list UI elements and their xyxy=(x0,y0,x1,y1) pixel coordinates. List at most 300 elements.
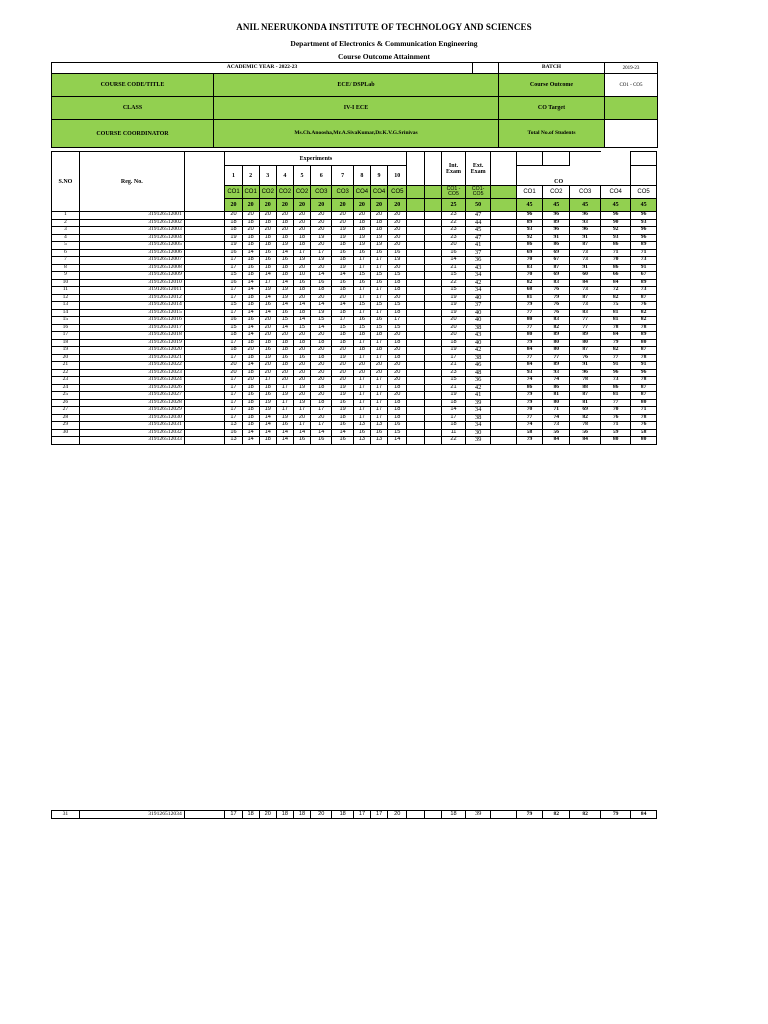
co-attainment: 77 xyxy=(601,354,631,362)
regno-cell: 319126512021 xyxy=(79,354,184,362)
co-attainment: 80 xyxy=(516,317,543,325)
experiment-mark: 19 xyxy=(388,257,407,265)
co-attainment: 93 xyxy=(570,219,601,227)
experiment-mark: 20 xyxy=(311,227,332,235)
experiment-number: 1 xyxy=(225,166,242,186)
regno-cell: 319126512018 xyxy=(79,332,184,340)
table-row xyxy=(52,212,657,220)
int-max: 25 xyxy=(441,199,466,212)
co-attainment: 81 xyxy=(570,399,601,407)
co-attainment: 82 xyxy=(601,294,631,302)
ext-exam-mark: 34 xyxy=(466,422,491,430)
co-attainment: 74 xyxy=(543,414,570,422)
regno-cell: 319126512028 xyxy=(79,399,184,407)
experiment-mark: 17 xyxy=(370,414,387,422)
class-value: IV-I ECE xyxy=(214,97,499,120)
co-attainment: 82 xyxy=(601,347,631,355)
experiment-mark: 18 xyxy=(388,287,407,295)
experiment-mark: 17 xyxy=(371,811,388,819)
experiment-mark: 18 xyxy=(259,264,276,272)
experiment-mark: 15 xyxy=(225,324,242,332)
experiment-mark: 16 xyxy=(276,309,293,317)
table-row xyxy=(52,377,657,385)
experiment-mark: 16 xyxy=(353,249,370,257)
regno-cell: 319126512027 xyxy=(79,392,184,400)
experiment-mark: 14 xyxy=(259,422,276,430)
experiment-mark: 16 xyxy=(225,317,242,325)
co-attainment: 80 xyxy=(516,332,543,340)
experiment-mark: 17 xyxy=(370,399,387,407)
experiment-mark: 20 xyxy=(259,227,276,235)
co-attainment: 77 xyxy=(601,399,631,407)
co-attainment: 56 xyxy=(543,429,570,437)
experiment-mark: 20 xyxy=(311,414,332,422)
co-attainment: 96 xyxy=(631,234,657,242)
experiment-mark: 18 xyxy=(242,414,259,422)
sno-cell: 29 xyxy=(52,422,80,430)
experiment-mark: 15 xyxy=(370,324,387,332)
co-attainment: 96 xyxy=(570,212,601,220)
int-exam-mark: 22 xyxy=(441,279,466,287)
co-attainment: 78 xyxy=(570,377,601,385)
co-attainment: 86 xyxy=(601,384,631,392)
co-attainment: 87 xyxy=(631,294,657,302)
experiment-mark: 14 xyxy=(332,302,353,310)
co-attainment: 96 xyxy=(631,369,657,377)
table-row xyxy=(52,249,657,257)
experiment-mark: 20 xyxy=(311,362,332,370)
experiment-mark: 20 xyxy=(388,227,407,235)
ext-exam-mark: 40 xyxy=(466,317,491,325)
experiment-mark: 17 xyxy=(353,392,370,400)
experiment-mark: 20 xyxy=(311,264,332,272)
int-exam-mark: 21 xyxy=(441,362,466,370)
experiment-mark: 19 xyxy=(332,392,353,400)
sno-cell: 16 xyxy=(52,324,80,332)
experiment-mark: 17 xyxy=(370,392,387,400)
experiment-mark: 20 xyxy=(293,212,310,220)
experiment-mark: 20 xyxy=(293,227,310,235)
experiment-mark: 16 xyxy=(293,437,310,445)
experiment-max: 20 xyxy=(293,199,310,212)
ext-exam-mark: 37 xyxy=(466,302,491,310)
total-students-value xyxy=(605,120,658,148)
table-row xyxy=(52,414,657,422)
experiment-mark: 18 xyxy=(293,811,310,819)
sno-header: S.NO xyxy=(52,152,80,212)
experiment-mark: 16 xyxy=(242,317,259,325)
co-attainment: 87 xyxy=(631,392,657,400)
experiment-mark: 20 xyxy=(293,219,310,227)
experiment-mark: 16 xyxy=(259,302,276,310)
co-attainment: 96 xyxy=(631,212,657,220)
co-attainment: 79 xyxy=(543,294,570,302)
experiment-mark: 20 xyxy=(293,414,310,422)
sno-cell: 6 xyxy=(52,249,80,257)
experiment-co: CO2 xyxy=(259,186,276,199)
table-row xyxy=(52,324,657,332)
experiment-mark: 18 xyxy=(332,242,353,250)
experiment-mark: 20 xyxy=(276,377,293,385)
int-exam-mark: 23 xyxy=(441,227,466,235)
experiment-mark: 18 xyxy=(293,287,310,295)
co-attainment: 78 xyxy=(601,324,631,332)
ext-exam-mark: 39 xyxy=(466,437,491,445)
batch-label: BATCH xyxy=(499,63,605,74)
table-row xyxy=(52,399,657,407)
table-row xyxy=(52,234,657,242)
co-attainment: 89 xyxy=(516,219,543,227)
experiment-mark: 17 xyxy=(353,384,370,392)
co-attainment: 70 xyxy=(516,257,543,265)
experiment-mark: 16 xyxy=(259,347,276,355)
sno-cell: 18 xyxy=(52,339,80,347)
co-attainment: 86 xyxy=(601,264,631,272)
experiment-max: 20 xyxy=(242,199,259,212)
co-attainment: 79 xyxy=(516,399,543,407)
experiment-mark: 20 xyxy=(311,219,332,227)
experiment-mark: 18 xyxy=(259,234,276,242)
ext-exam-header: Ext. Exam xyxy=(466,152,491,186)
sno-cell: 19 xyxy=(52,347,80,355)
class-label: CLASS xyxy=(52,97,214,120)
co-attainment: 84 xyxy=(601,279,631,287)
experiment-mark: 20 xyxy=(388,219,407,227)
experiment-mark: 15 xyxy=(225,302,242,310)
experiment-mark: 16 xyxy=(353,317,370,325)
experiment-mark: 20 xyxy=(332,377,353,385)
co-attainment: 69 xyxy=(516,249,543,257)
co-attainment: 93 xyxy=(516,227,543,235)
experiment-mark: 15 xyxy=(332,324,353,332)
int-exam-mark: 19 xyxy=(441,347,466,355)
co-attainment: 89 xyxy=(543,332,570,340)
experiment-mark: 20 xyxy=(311,377,332,385)
experiment-mark: 19 xyxy=(276,294,293,302)
experiment-mark: 20 xyxy=(388,377,407,385)
experiment-mark: 15 xyxy=(388,324,407,332)
int-exam-mark: 20 xyxy=(441,332,466,340)
co-attainment: 84 xyxy=(601,332,631,340)
experiment-mark: 20 xyxy=(311,811,332,819)
experiment-mark: 20 xyxy=(388,242,407,250)
experiment-mark: 20 xyxy=(388,362,407,370)
experiment-mark: 20 xyxy=(276,332,293,340)
experiment-mark: 18 xyxy=(332,332,353,340)
co-attainment: 79 xyxy=(601,811,631,819)
coordinator-label: COURSE COORDINATOR xyxy=(52,120,214,148)
experiment-mark: 20 xyxy=(388,811,407,819)
co-attainment: 96 xyxy=(570,369,601,377)
experiment-mark: 18 xyxy=(370,219,387,227)
co-attainment: 78 xyxy=(631,324,657,332)
co-attainment: 76 xyxy=(631,422,657,430)
experiment-mark: 18 xyxy=(388,414,407,422)
co-attainment: 91 xyxy=(631,362,657,370)
int-exam-mark: 18 xyxy=(441,399,466,407)
co-attainment: 78 xyxy=(631,414,657,422)
experiment-mark: 18 xyxy=(259,437,276,445)
co-label: CO1 xyxy=(516,186,543,199)
ext-exam-mark: 42 xyxy=(466,279,491,287)
experiment-mark: 14 xyxy=(259,429,276,437)
experiment-mark: 18 xyxy=(332,257,353,265)
experiment-mark: 20 xyxy=(293,264,310,272)
int-co-header: CO1 - CO5 xyxy=(441,186,466,199)
int-exam-mark: 18 xyxy=(441,422,466,430)
ext-exam-mark: 46 xyxy=(466,362,491,370)
experiment-mark: 18 xyxy=(242,242,259,250)
co-attainment: 92 xyxy=(601,227,631,235)
experiment-mark: 20 xyxy=(388,347,407,355)
co-attainment: 71 xyxy=(543,407,570,415)
regno-cell: 319126512032 xyxy=(79,429,184,437)
experiment-mark: 17 xyxy=(225,407,242,415)
ext-exam-mark: 42 xyxy=(466,384,491,392)
co-attainment: 96 xyxy=(570,227,601,235)
ext-exam-mark: 34 xyxy=(466,407,491,415)
experiment-mark: 18 xyxy=(276,339,293,347)
co-attainment: 80 xyxy=(543,339,570,347)
experiment-mark: 16 xyxy=(311,279,332,287)
co-attainment: 91 xyxy=(570,234,601,242)
co-attainment: 81 xyxy=(516,294,543,302)
experiment-mark: 18 xyxy=(311,384,332,392)
experiment-mark: 14 xyxy=(311,429,332,437)
co-attainment: 58 xyxy=(516,429,543,437)
experiment-mark: 14 xyxy=(276,302,293,310)
ext-exam-mark: 41 xyxy=(466,392,491,400)
ext-exam-mark: 38 xyxy=(466,414,491,422)
ext-exam-mark: 43 xyxy=(466,332,491,340)
co-target-label: CO Target xyxy=(499,97,605,120)
ext-exam-mark: 41 xyxy=(466,242,491,250)
co-attainment: 93 xyxy=(631,219,657,227)
co-attainment: 93 xyxy=(601,234,631,242)
experiment-mark: 16 xyxy=(370,317,387,325)
regno-cell: 319126512019 xyxy=(79,339,184,347)
experiment-max: 20 xyxy=(276,199,293,212)
int-exam-mark: 11 xyxy=(441,429,466,437)
experiment-mark: 18 xyxy=(259,384,276,392)
experiment-mark: 20 xyxy=(293,392,310,400)
experiment-mark: 17 xyxy=(353,414,370,422)
experiment-mark: 20 xyxy=(311,392,332,400)
experiment-mark: 14 xyxy=(242,437,259,445)
experiment-mark: 17 xyxy=(225,264,242,272)
int-exam-mark: 22 xyxy=(441,219,466,227)
regno-cell: 319126512003 xyxy=(79,227,184,235)
experiment-mark: 20 xyxy=(353,369,370,377)
ext-exam-mark: 34 xyxy=(466,287,491,295)
regno-cell: 319126512010 xyxy=(79,279,184,287)
co-attainment: 70 xyxy=(516,272,543,280)
co-attainment: 82 xyxy=(543,324,570,332)
co-attainment: 56 xyxy=(570,429,601,437)
sno-cell: 20 xyxy=(52,354,80,362)
experiment-mark: 18 xyxy=(332,309,353,317)
course-outcome-label: Course Outcome xyxy=(499,74,605,97)
co-max: 45 xyxy=(601,199,631,212)
experiment-mark: 15 xyxy=(353,324,370,332)
co-attainment: 79 xyxy=(516,811,543,819)
sno-cell: 7 xyxy=(52,257,80,265)
experiment-mark: 18 xyxy=(388,384,407,392)
table-row xyxy=(52,264,657,272)
experiment-mark: 17 xyxy=(293,422,310,430)
experiment-mark: 18 xyxy=(311,354,332,362)
co-attainment: 79 xyxy=(516,392,543,400)
co-attainment: 90 xyxy=(601,219,631,227)
experiment-mark: 18 xyxy=(242,369,259,377)
sno-cell: 26 xyxy=(52,399,80,407)
coordinator-value: Ms.Ch.Anoosha,Mr.A.SivaKumar,Dr.K.V.G.Srinivas xyxy=(214,120,499,148)
int-exam-mark: 14 xyxy=(441,407,466,415)
experiment-mark: 19 xyxy=(332,384,353,392)
co-attainment: 71 xyxy=(601,249,631,257)
co-attainment: 76 xyxy=(631,302,657,310)
co-attainment: 93 xyxy=(516,369,543,377)
co-attainment: 83 xyxy=(516,264,543,272)
ext-exam-mark: 40 xyxy=(466,309,491,317)
co-attainment: 83 xyxy=(543,279,570,287)
experiment-mark: 16 xyxy=(332,249,353,257)
experiment-mark: 19 xyxy=(276,287,293,295)
int-exam-mark: 23 xyxy=(441,234,466,242)
sno-cell: 24 xyxy=(52,384,80,392)
ext-exam-mark: 42 xyxy=(466,347,491,355)
co-attainment: 77 xyxy=(516,414,543,422)
ext-exam-mark: 44 xyxy=(466,219,491,227)
table-row xyxy=(52,257,657,265)
experiment-mark: 17 xyxy=(259,377,276,385)
co-attainment: 67 xyxy=(631,272,657,280)
int-exam-mark: 20 xyxy=(441,324,466,332)
table-row xyxy=(52,354,657,362)
co-attainment: 73 xyxy=(570,257,601,265)
experiment-mark: 10 xyxy=(293,272,310,280)
experiment-mark: 17 xyxy=(225,377,242,385)
experiment-mark: 18 xyxy=(332,339,353,347)
experiment-max: 20 xyxy=(311,199,332,212)
experiment-mark: 18 xyxy=(353,332,370,340)
experiment-mark: 18 xyxy=(276,362,293,370)
table-row xyxy=(52,347,657,355)
experiment-number: 7 xyxy=(332,166,353,186)
experiment-mark: 17 xyxy=(276,407,293,415)
experiment-mark: 17 xyxy=(370,257,387,265)
sno-cell: 5 xyxy=(52,242,80,250)
co-attainment: 82 xyxy=(543,811,570,819)
total-students-label: Total No.of Students xyxy=(499,120,605,148)
experiment-mark: 20 xyxy=(311,212,332,220)
experiment-mark: 19 xyxy=(293,384,310,392)
int-exam-mark: 17 xyxy=(441,354,466,362)
int-exam-mark: 23 xyxy=(441,212,466,220)
experiment-mark: 18 xyxy=(242,257,259,265)
experiment-mark: 15 xyxy=(225,272,242,280)
experiment-mark: 20 xyxy=(293,347,310,355)
experiment-mark: 14 xyxy=(259,414,276,422)
experiment-mark: 18 xyxy=(370,332,387,340)
co-attainment: 58 xyxy=(631,429,657,437)
co-attainment: 88 xyxy=(570,384,601,392)
co-max: 45 xyxy=(570,199,601,212)
int-exam-mark: 20 xyxy=(441,317,466,325)
experiment-mark: 13 xyxy=(353,422,370,430)
experiment-mark: 14 xyxy=(293,429,310,437)
co-attainment: 87 xyxy=(631,384,657,392)
ext-exam-mark: 34 xyxy=(466,272,491,280)
experiment-mark: 17 xyxy=(276,384,293,392)
experiment-mark: 18 xyxy=(276,811,293,819)
experiment-mark: 17 xyxy=(370,309,387,317)
co-attainment: 81 xyxy=(601,309,631,317)
experiment-mark: 20 xyxy=(293,377,310,385)
int-exam-mark: 23 xyxy=(441,369,466,377)
sno-cell: 15 xyxy=(52,317,80,325)
co-attainment: 79 xyxy=(601,339,631,347)
sno-cell: 3 xyxy=(52,227,80,235)
co-attainment: 86 xyxy=(543,242,570,250)
experiment-max: 20 xyxy=(259,199,276,212)
experiment-mark: 19 xyxy=(332,234,353,242)
experiment-mark: 20 xyxy=(311,294,332,302)
experiment-mark: 14 xyxy=(311,324,332,332)
experiment-mark: 16 xyxy=(293,354,310,362)
experiment-mark: 17 xyxy=(225,811,242,819)
experiment-mark: 17 xyxy=(353,287,370,295)
ext-exam-mark: 37 xyxy=(466,249,491,257)
co-attainment: 79 xyxy=(516,437,543,445)
sno-cell: 11 xyxy=(52,287,80,295)
experiment-mark: 15 xyxy=(311,317,332,325)
co-attainment: 96 xyxy=(543,227,570,235)
co-attainment: 73 xyxy=(631,287,657,295)
int-exam-mark: 20 xyxy=(441,242,466,250)
experiment-mark: 19 xyxy=(332,227,353,235)
experiment-mark: 18 xyxy=(242,294,259,302)
sno-cell: 30 xyxy=(52,429,80,437)
experiment-mark: 14 xyxy=(332,272,353,280)
regno-header: Reg. No. xyxy=(79,152,184,212)
table-row xyxy=(52,279,657,287)
co-attainment: 83 xyxy=(570,309,601,317)
experiment-mark: 20 xyxy=(225,212,242,220)
experiment-mark: 18 xyxy=(388,399,407,407)
batch-value: 2019-23 xyxy=(605,63,658,74)
experiment-mark: 20 xyxy=(370,212,387,220)
co-attainment: 70 xyxy=(516,407,543,415)
experiment-mark: 16 xyxy=(259,249,276,257)
experiment-mark: 20 xyxy=(388,264,407,272)
co-attainment: 71 xyxy=(601,422,631,430)
table-row xyxy=(52,339,657,347)
experiment-mark: 20 xyxy=(332,212,353,220)
table-row xyxy=(52,811,657,819)
experiment-mark: 16 xyxy=(276,257,293,265)
experiment-mark: 20 xyxy=(353,212,370,220)
table-row xyxy=(52,384,657,392)
department-name: Department of Electronics & Communication Engineering xyxy=(290,39,478,48)
co-attainment: 87 xyxy=(543,264,570,272)
experiment-mark: 16 xyxy=(332,399,353,407)
experiment-mark: 20 xyxy=(225,362,242,370)
experiment-mark: 18 xyxy=(311,287,332,295)
co-attainment: 84 xyxy=(631,811,657,819)
co-attainment: 79 xyxy=(516,339,543,347)
experiment-mark: 20 xyxy=(293,294,310,302)
